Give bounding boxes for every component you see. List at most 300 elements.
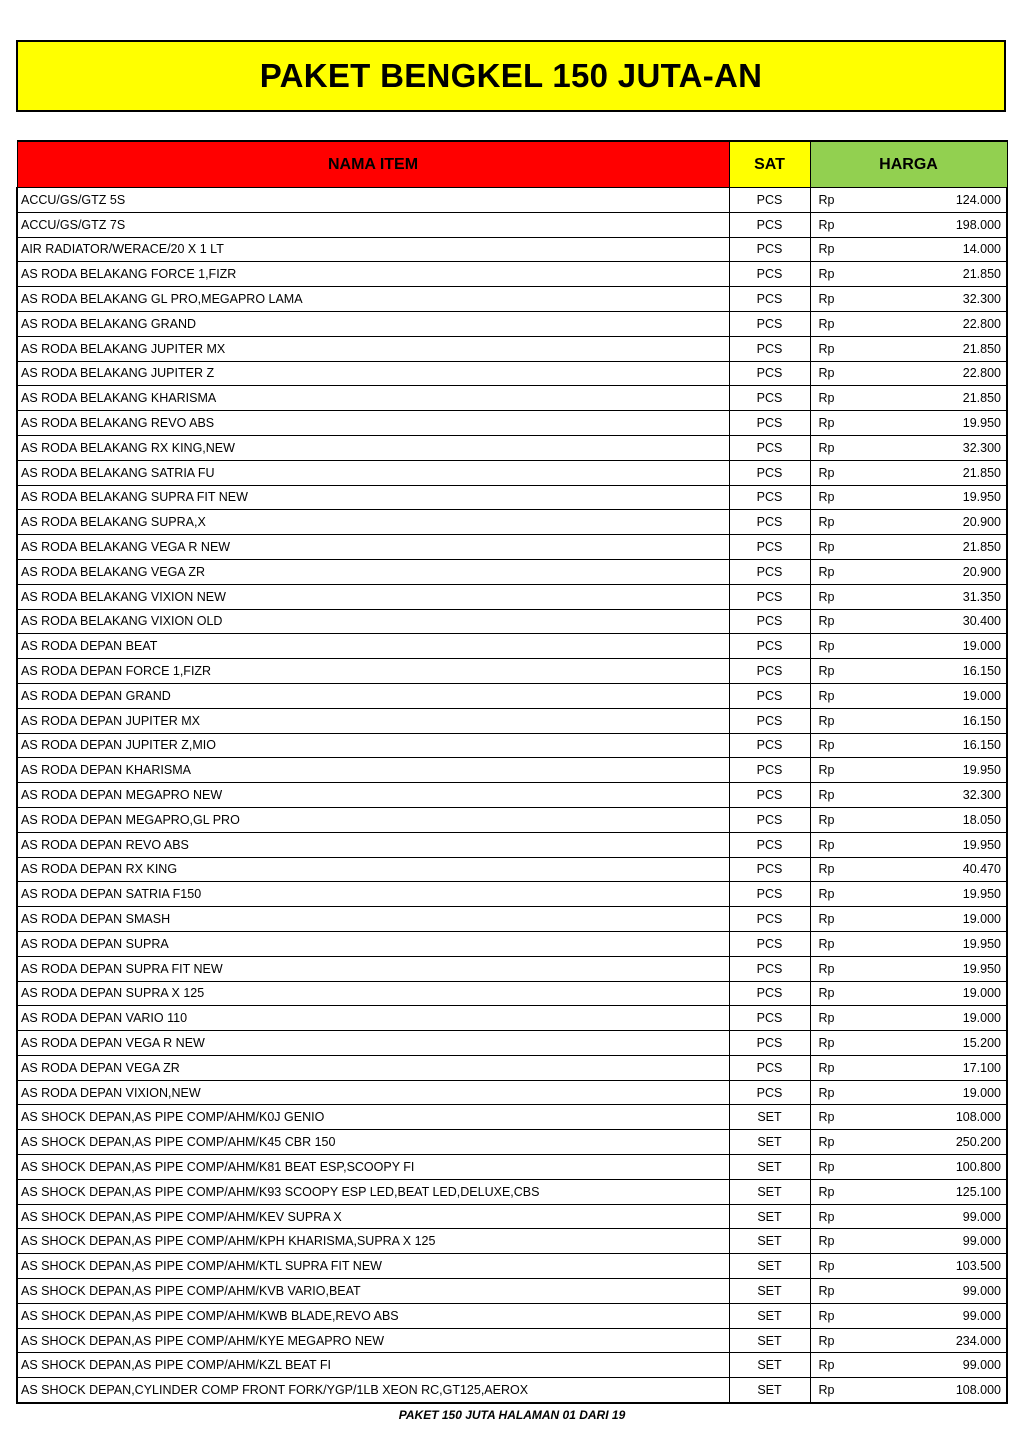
item-unit: SET [729, 1328, 810, 1353]
page-footer: PAKET 150 JUTA HALAMAN 01 DARI 19 [398, 1408, 626, 1422]
currency-label: Rp [818, 440, 835, 455]
currency-label: Rp [818, 837, 835, 852]
item-unit: SET [729, 1279, 810, 1304]
item-price: 19.000 [962, 986, 1001, 1001]
currency-label: Rp [818, 515, 835, 530]
table-row [17, 386, 1007, 411]
item-name: AS RODA BELAKANG VIXION OLD [17, 609, 729, 634]
item-unit: PCS [729, 758, 810, 783]
item-price-cell [810, 1353, 1007, 1378]
item-price: 19.950 [962, 961, 1001, 976]
item-price: 21.850 [962, 267, 1001, 282]
currency-label: Rp [818, 912, 835, 926]
item-unit: PCS [729, 559, 810, 584]
item-unit: PCS [729, 460, 810, 485]
table-row [17, 708, 1007, 733]
item-price: 99.000 [962, 1308, 1001, 1323]
item-name: AS SHOCK DEPAN,AS PIPE COMP/AHM/K45 CBR 150 [17, 1130, 729, 1155]
item-price: 125.100 [955, 1184, 1001, 1199]
item-name: AS RODA DEPAN SUPRA X 125 [17, 981, 729, 1006]
item-price-cell [810, 1303, 1007, 1328]
item-price: 16.150 [962, 664, 1001, 679]
item-price-cell [810, 857, 1007, 882]
item-price: 31.350 [962, 589, 1001, 604]
item-price: 234.000 [955, 1333, 1001, 1348]
item-name: AS RODA DEPAN SATRIA F150 [17, 882, 729, 907]
table-row [17, 485, 1007, 510]
item-name: AS RODA BELAKANG SUPRA,X [17, 510, 729, 535]
table-row [17, 1080, 1007, 1105]
currency-label: Rp [818, 1234, 835, 1249]
currency-label: Rp [818, 1159, 835, 1174]
item-price: 30.400 [962, 614, 1001, 629]
currency-label: Rp [818, 788, 835, 803]
table-row [17, 609, 1007, 634]
item-unit: PCS [729, 981, 810, 1006]
item-price-cell [810, 237, 1007, 262]
table-row [17, 460, 1007, 485]
item-name: AS RODA DEPAN SUPRA [17, 931, 729, 956]
currency-label: Rp [818, 763, 835, 778]
table-row [17, 435, 1007, 460]
item-price-cell [810, 1055, 1007, 1080]
item-name: AS SHOCK DEPAN,AS PIPE COMP/AHM/K93 SCOOPY ESP LED,BEAT LED,DELUXE,CBS [17, 1179, 729, 1204]
item-price-cell [810, 783, 1007, 808]
currency-label: Rp [818, 986, 835, 1001]
currency-label: Rp [818, 1110, 835, 1125]
item-name: AS SHOCK DEPAN,AS PIPE COMP/AHM/KTL SUPRA FIT NEW [17, 1254, 729, 1279]
item-price-cell [810, 386, 1007, 411]
currency-label: Rp [818, 1333, 835, 1348]
table-row [17, 188, 1007, 213]
item-name: ACCU/GS/GTZ 5S [17, 188, 729, 213]
item-price-cell [810, 1130, 1007, 1155]
item-price: 99.000 [962, 1234, 1001, 1249]
item-price: 18.050 [962, 812, 1001, 827]
item-price-cell [810, 485, 1007, 510]
item-name: AS SHOCK DEPAN,AS PIPE COMP/AHM/KVB VARIO,BEAT [17, 1279, 729, 1304]
table-row [17, 262, 1007, 287]
table-row [17, 882, 1007, 907]
table-row [17, 683, 1007, 708]
currency-label: Rp [818, 192, 835, 207]
item-price-cell [810, 1328, 1007, 1353]
item-name: AS SHOCK DEPAN,AS PIPE COMP/AHM/K81 BEAT ESP,SCOOPY FI [17, 1155, 729, 1180]
table-row [17, 411, 1007, 436]
item-name: AS SHOCK DEPAN,AS PIPE COMP/AHM/KPH KHARISMA,SUPRA X 125 [17, 1229, 729, 1254]
item-unit: PCS [729, 535, 810, 560]
item-price-cell [810, 1179, 1007, 1204]
currency-label: Rp [818, 664, 835, 679]
table-row [17, 287, 1007, 312]
item-name: AS RODA DEPAN JUPITER Z,MIO [17, 733, 729, 758]
item-unit: SET [729, 1105, 810, 1130]
item-price-cell [810, 311, 1007, 336]
item-price-cell [810, 832, 1007, 857]
item-price-cell [810, 1279, 1007, 1304]
item-unit: PCS [729, 287, 810, 312]
item-name: AS RODA DEPAN VARIO 110 [17, 1006, 729, 1031]
item-price: 19.000 [962, 912, 1001, 926]
currency-label: Rp [818, 217, 835, 232]
item-name: AS RODA BELAKANG SUPRA FIT NEW [17, 485, 729, 510]
currency-label: Rp [818, 639, 835, 654]
item-price-cell [810, 1080, 1007, 1105]
item-price: 15.200 [962, 1035, 1001, 1050]
item-name: AS RODA BELAKANG VIXION NEW [17, 584, 729, 609]
item-price: 124.000 [955, 192, 1001, 207]
item-price-cell [810, 634, 1007, 659]
currency-label: Rp [818, 1308, 835, 1323]
table-body [17, 188, 1007, 1404]
page-title: PAKET BENGKEL 150 JUTA-AN [259, 57, 763, 94]
currency-label: Rp [818, 490, 835, 505]
table-row [17, 510, 1007, 535]
item-name: AS RODA DEPAN MEGAPRO,GL PRO [17, 807, 729, 832]
item-price-cell [810, 1378, 1007, 1403]
item-price-cell [810, 584, 1007, 609]
title-banner [16, 40, 1006, 112]
item-unit: PCS [729, 411, 810, 436]
item-price: 99.000 [962, 1283, 1001, 1298]
currency-label: Rp [818, 1209, 835, 1224]
item-price: 19.000 [962, 639, 1001, 654]
table-row [17, 559, 1007, 584]
item-price: 32.300 [962, 440, 1001, 455]
table-row [17, 1303, 1007, 1328]
item-name: AS RODA DEPAN BEAT [17, 634, 729, 659]
currency-label: Rp [818, 416, 835, 431]
table-row [17, 981, 1007, 1006]
item-price-cell [810, 212, 1007, 237]
item-price-cell [810, 1006, 1007, 1031]
item-price-cell [810, 411, 1007, 436]
item-price: 22.800 [962, 316, 1001, 331]
item-price: 100.800 [955, 1159, 1001, 1174]
item-unit: SET [729, 1353, 810, 1378]
table-row [17, 336, 1007, 361]
item-unit: SET [729, 1130, 810, 1155]
item-price: 250.200 [955, 1135, 1001, 1150]
currency-label: Rp [818, 1035, 835, 1050]
item-price-cell [810, 609, 1007, 634]
item-unit: PCS [729, 807, 810, 832]
table-row [17, 931, 1007, 956]
item-price-cell [810, 758, 1007, 783]
table-row [17, 783, 1007, 808]
item-unit: PCS [729, 683, 810, 708]
currency-label: Rp [818, 540, 835, 555]
item-name: AS RODA DEPAN FORCE 1,FIZR [17, 659, 729, 684]
table-row [17, 535, 1007, 560]
table-row [17, 1130, 1007, 1155]
currency-label: Rp [818, 564, 835, 579]
item-price-cell [810, 1105, 1007, 1130]
item-name: AS SHOCK DEPAN,AS PIPE COMP/AHM/KWB BLADE,REVO ABS [17, 1303, 729, 1328]
item-price: 21.850 [962, 540, 1001, 555]
currency-label: Rp [818, 713, 835, 728]
item-price-cell [810, 535, 1007, 560]
table-row [17, 659, 1007, 684]
item-unit: PCS [729, 1055, 810, 1080]
item-unit: SET [729, 1254, 810, 1279]
item-price: 19.950 [962, 416, 1001, 431]
item-name: AS RODA DEPAN JUPITER MX [17, 708, 729, 733]
item-price-cell [810, 460, 1007, 485]
currency-label: Rp [818, 589, 835, 604]
item-name: AIR RADIATOR/WERACE/20 X 1 LT [17, 237, 729, 262]
currency-label: Rp [818, 242, 835, 257]
table-row [17, 237, 1007, 262]
currency-label: Rp [818, 936, 835, 951]
currency-label: Rp [818, 292, 835, 307]
table-row [17, 1179, 1007, 1204]
item-name: AS RODA BELAKANG VEGA R NEW [17, 535, 729, 560]
item-price-cell [810, 931, 1007, 956]
item-unit: PCS [729, 212, 810, 237]
currency-label: Rp [818, 1358, 835, 1373]
item-price: 16.150 [962, 738, 1001, 753]
item-price-cell [810, 188, 1007, 213]
item-unit: PCS [729, 336, 810, 361]
item-unit: PCS [729, 188, 810, 213]
item-unit: PCS [729, 609, 810, 634]
item-unit: PCS [729, 733, 810, 758]
table-row [17, 907, 1007, 932]
item-unit: PCS [729, 659, 810, 684]
table-row [17, 733, 1007, 758]
item-unit: SET [729, 1303, 810, 1328]
item-unit: PCS [729, 361, 810, 386]
item-price: 40.470 [962, 862, 1001, 877]
item-price: 14.000 [962, 242, 1001, 257]
currency-label: Rp [818, 366, 835, 381]
item-name: AS RODA DEPAN MEGAPRO NEW [17, 783, 729, 808]
item-unit: PCS [729, 435, 810, 460]
item-price: 198.000 [955, 217, 1001, 232]
item-name: ACCU/GS/GTZ 7S [17, 212, 729, 237]
item-unit: PCS [729, 237, 810, 262]
item-price: 16.150 [962, 713, 1001, 728]
item-unit: PCS [729, 708, 810, 733]
currency-label: Rp [818, 267, 835, 282]
item-price-cell [810, 1031, 1007, 1056]
table-row [17, 634, 1007, 659]
item-price-cell [810, 1155, 1007, 1180]
item-name: AS SHOCK DEPAN,AS PIPE COMP/AHM/K0J GENIO [17, 1105, 729, 1130]
currency-label: Rp [818, 1259, 835, 1274]
currency-label: Rp [818, 688, 835, 703]
item-price-cell [810, 336, 1007, 361]
currency-label: Rp [818, 1283, 835, 1298]
item-price-cell [810, 510, 1007, 535]
item-price-cell [810, 559, 1007, 584]
item-name: AS RODA DEPAN VEGA ZR [17, 1055, 729, 1080]
item-unit: PCS [729, 956, 810, 981]
table-row [17, 1204, 1007, 1229]
item-price-cell [810, 262, 1007, 287]
table-row [17, 1229, 1007, 1254]
item-unit: PCS [729, 882, 810, 907]
item-name: AS RODA DEPAN SMASH [17, 907, 729, 932]
table-row [17, 584, 1007, 609]
item-name: AS RODA DEPAN VEGA R NEW [17, 1031, 729, 1056]
item-price: 99.000 [962, 1209, 1001, 1224]
table-row [17, 807, 1007, 832]
column-header-name: NAMA ITEM [17, 141, 729, 188]
table-row [17, 1279, 1007, 1304]
item-unit: PCS [729, 1031, 810, 1056]
item-price-cell [810, 287, 1007, 312]
item-name: AS RODA BELAKANG JUPITER Z [17, 361, 729, 386]
table-row [17, 956, 1007, 981]
item-unit: SET [729, 1378, 810, 1403]
table-row [17, 1105, 1007, 1130]
table-row [17, 1155, 1007, 1180]
table-row [17, 1254, 1007, 1279]
item-unit: PCS [729, 832, 810, 857]
item-unit: SET [729, 1204, 810, 1229]
item-price: 32.300 [962, 788, 1001, 803]
table-row [17, 1055, 1007, 1080]
item-price: 19.950 [962, 936, 1001, 951]
item-price-cell [810, 733, 1007, 758]
item-unit: PCS [729, 311, 810, 336]
table-row [17, 212, 1007, 237]
item-price-cell [810, 659, 1007, 684]
item-price: 21.850 [962, 391, 1001, 406]
item-name: AS RODA BELAKANG VEGA ZR [17, 559, 729, 584]
column-header-price: HARGA [810, 141, 1007, 188]
currency-label: Rp [818, 812, 835, 827]
item-price-cell [810, 1229, 1007, 1254]
item-price-cell [810, 1204, 1007, 1229]
currency-label: Rp [818, 1135, 835, 1150]
currency-label: Rp [818, 465, 835, 480]
item-price: 17.100 [962, 1060, 1001, 1075]
item-unit: PCS [729, 931, 810, 956]
item-price: 19.000 [962, 1085, 1001, 1100]
item-price-cell [810, 907, 1007, 932]
currency-label: Rp [818, 738, 835, 753]
item-price-cell [810, 956, 1007, 981]
currency-label: Rp [818, 614, 835, 629]
item-name: AS SHOCK DEPAN,AS PIPE COMP/AHM/KEV SUPRA X [17, 1204, 729, 1229]
item-name: AS SHOCK DEPAN,CYLINDER COMP FRONT FORK/YGP/1LB XEON RC,GT125,AEROX [17, 1378, 729, 1403]
item-price: 22.800 [962, 366, 1001, 381]
item-unit: SET [729, 1179, 810, 1204]
item-price: 19.950 [962, 490, 1001, 505]
item-price-cell [810, 882, 1007, 907]
item-name: AS RODA DEPAN VIXION,NEW [17, 1080, 729, 1105]
item-price-cell [810, 361, 1007, 386]
item-price-cell [810, 807, 1007, 832]
item-unit: PCS [729, 262, 810, 287]
column-header-unit: SAT [729, 141, 810, 188]
currency-label: Rp [818, 1184, 835, 1199]
item-price: 32.300 [962, 292, 1001, 307]
currency-label: Rp [818, 1085, 835, 1100]
item-price-cell [810, 981, 1007, 1006]
table-row [17, 1031, 1007, 1056]
item-price-cell [810, 435, 1007, 460]
item-price-cell [810, 708, 1007, 733]
currency-label: Rp [818, 1383, 835, 1398]
currency-label: Rp [818, 862, 835, 877]
currency-label: Rp [818, 391, 835, 406]
item-unit: PCS [729, 584, 810, 609]
item-unit: PCS [729, 857, 810, 882]
table-row [17, 1006, 1007, 1031]
currency-label: Rp [818, 961, 835, 976]
table-row [17, 1353, 1007, 1378]
item-name: AS RODA BELAKANG GL PRO,MEGAPRO LAMA [17, 287, 729, 312]
item-unit: PCS [729, 510, 810, 535]
item-name: AS RODA DEPAN GRAND [17, 683, 729, 708]
currency-label: Rp [818, 1060, 835, 1075]
item-price: 108.000 [955, 1110, 1001, 1125]
table-row [17, 832, 1007, 857]
item-unit: PCS [729, 907, 810, 932]
currency-label: Rp [818, 341, 835, 356]
item-price: 19.950 [962, 887, 1001, 902]
item-name: AS SHOCK DEPAN,AS PIPE COMP/AHM/KYE MEGAPRO NEW [17, 1328, 729, 1353]
table-row [17, 311, 1007, 336]
currency-label: Rp [818, 887, 835, 902]
item-name: AS SHOCK DEPAN,AS PIPE COMP/AHM/KZL BEAT FI [17, 1353, 729, 1378]
item-name: AS RODA BELAKANG RX KING,NEW [17, 435, 729, 460]
table-row [17, 361, 1007, 386]
currency-label: Rp [818, 1011, 835, 1026]
price-table [16, 140, 1008, 1404]
item-unit: PCS [729, 1006, 810, 1031]
item-price: 99.000 [962, 1358, 1001, 1373]
table-row [17, 857, 1007, 882]
item-name: AS RODA BELAKANG SATRIA FU [17, 460, 729, 485]
item-name: AS RODA DEPAN REVO ABS [17, 832, 729, 857]
item-price: 21.850 [962, 341, 1001, 356]
item-name: AS RODA DEPAN KHARISMA [17, 758, 729, 783]
item-price: 19.950 [962, 837, 1001, 852]
item-price: 108.000 [955, 1383, 1001, 1398]
item-name: AS RODA BELAKANG REVO ABS [17, 411, 729, 436]
item-unit: SET [729, 1229, 810, 1254]
item-unit: PCS [729, 634, 810, 659]
item-unit: PCS [729, 485, 810, 510]
item-price: 19.950 [962, 763, 1001, 778]
item-name: AS RODA BELAKANG GRAND [17, 311, 729, 336]
item-unit: PCS [729, 386, 810, 411]
item-name: AS RODA BELAKANG FORCE 1,FIZR [17, 262, 729, 287]
item-unit: PCS [729, 1080, 810, 1105]
item-price: 21.850 [962, 465, 1001, 480]
item-price: 103.500 [955, 1259, 1001, 1274]
item-price: 19.000 [962, 1011, 1001, 1026]
item-name: AS RODA BELAKANG KHARISMA [17, 386, 729, 411]
item-name: AS RODA DEPAN SUPRA FIT NEW [17, 956, 729, 981]
table-row [17, 1328, 1007, 1353]
table-row [17, 758, 1007, 783]
item-price: 20.900 [962, 564, 1001, 579]
table-header-row [17, 141, 1007, 188]
item-name: AS RODA DEPAN RX KING [17, 857, 729, 882]
item-unit: PCS [729, 783, 810, 808]
table-row [17, 1378, 1007, 1403]
item-price: 20.900 [962, 515, 1001, 530]
item-price: 19.000 [962, 688, 1001, 703]
item-price-cell [810, 683, 1007, 708]
currency-label: Rp [818, 316, 835, 331]
